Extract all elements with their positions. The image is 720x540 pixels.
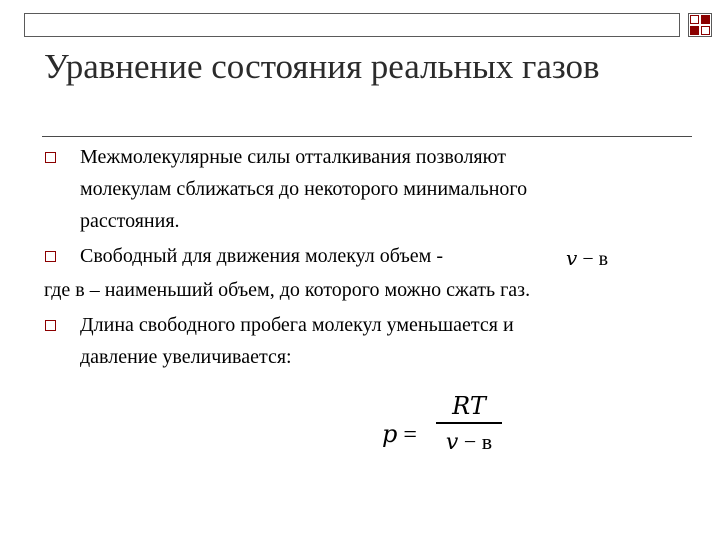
formula-den-b: в [481, 428, 493, 454]
formula-numerator: RT [452, 392, 486, 420]
formula-den-v: v [445, 429, 459, 455]
formula-den-minus: − [463, 428, 477, 454]
bullet-square-icon [45, 320, 56, 331]
formula-lhs [382, 420, 417, 449]
bullet-square-icon [45, 152, 56, 163]
bullet-1-line-3: расстояния. [80, 210, 180, 232]
inline-formula-b: в [598, 248, 609, 270]
slide-title: Уравнение состояния реальных газов [44, 47, 600, 86]
bullet-1-line-2: молекулам сближаться до некоторого минимального [80, 178, 528, 200]
formula-p: p [382, 420, 398, 448]
bullet-3-line-2: давление увеличивается: [80, 346, 292, 368]
inline-formula [566, 245, 608, 272]
note-text: где в – наименьший объем, до которого можно сжать газ. [44, 279, 531, 301]
bullet-3-line-1: Длина свободного пробега молекул уменьшается и [80, 314, 514, 336]
fraction-bar [436, 422, 502, 424]
bullet-square-icon [45, 251, 56, 262]
inline-formula-minus: − [582, 248, 594, 270]
bullet-1-line-1: Межмолекулярные силы отталкивания позволяют [80, 146, 507, 168]
formula-equals: = [403, 422, 417, 448]
bullet-2-line-1: Свободный для движения молекул объем - [80, 245, 443, 267]
inline-formula-v: v [566, 246, 578, 270]
formula-denominator [436, 428, 502, 457]
formula-fraction [436, 392, 502, 457]
